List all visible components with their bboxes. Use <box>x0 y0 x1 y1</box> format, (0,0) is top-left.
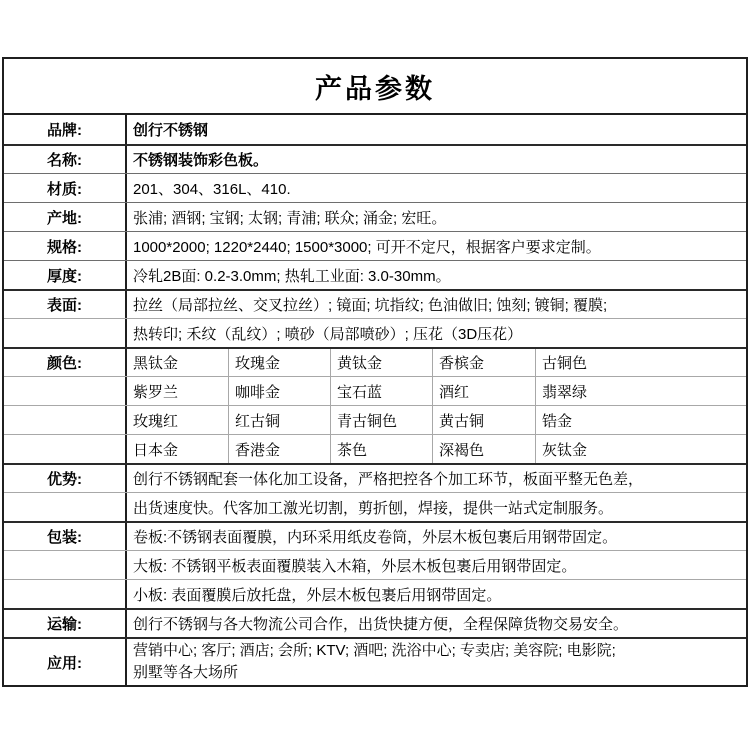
thickness-label: 厚度: <box>4 261 127 289</box>
packing-value-line2: 大板: 不锈钢平板表面覆膜装入木箱，外层木板包裹后用钢带固定。 <box>133 557 577 575</box>
spec-value: 1000*2000; 1220*2440; 1500*3000; 可开不定尺，根据客户要求定制。 <box>133 238 601 256</box>
color-cell: 紫罗兰 <box>133 383 179 401</box>
color-cell: 灰钛金 <box>535 435 746 463</box>
color-cell: 古铜色 <box>535 349 746 376</box>
material-label: 材质: <box>4 174 127 202</box>
color-cell: 香槟金 <box>432 349 535 376</box>
table-row-colors-2 <box>4 376 746 405</box>
colors-grid-row <box>127 406 746 434</box>
name-label: 名称: <box>4 146 127 173</box>
color-cell: 香港金 <box>228 435 330 463</box>
table-row-packing-3 <box>4 579 746 608</box>
table-row-origin <box>4 202 746 231</box>
origin-label: 产地: <box>4 203 127 231</box>
table-row-shipping <box>4 608 746 637</box>
colors-grid-row <box>127 377 746 405</box>
table-row-application <box>4 637 746 685</box>
surface-value-line1: 拉丝（局部拉丝、交叉拉丝）; 镜面; 坑指纹; 色油做旧; 蚀刻; 镀铜; 覆膜; <box>133 297 608 314</box>
table-row-spec <box>4 231 746 260</box>
shipping-label: 运输: <box>4 610 127 637</box>
colors-grid-row <box>127 349 746 376</box>
surface-label: 表面: <box>4 291 127 318</box>
table-title-row <box>4 59 746 115</box>
table-row-brand <box>4 115 746 144</box>
advantage-value-line2: 出货速度快。代客加工激光切割，剪折刨，焊接，提供一站式定制服务。 <box>133 499 614 517</box>
application-value <box>127 639 746 685</box>
color-cell: 红古铜 <box>228 406 330 434</box>
table-row-name <box>4 144 746 173</box>
color-cell: 深褐色 <box>432 435 535 463</box>
table-row-thickness <box>4 260 746 289</box>
colors-label-empty <box>4 406 127 434</box>
shipping-value: 创行不锈钢与各大物流公司合作，出货快捷方便，全程保障货物交易安全。 <box>133 616 629 633</box>
table-row-colors-3 <box>4 405 746 434</box>
color-cell: 玫瑰红 <box>133 412 179 430</box>
material-value: 201、304、316L、410. <box>133 180 291 198</box>
table-row-advantage-2 <box>4 492 746 521</box>
table-row-advantage-1 <box>4 463 746 492</box>
brand-label: 品牌: <box>4 115 127 144</box>
color-cell: 咖啡金 <box>228 377 330 405</box>
packing-value-line1: 卷板:不锈钢表面覆膜，内环采用纸皮卷筒，外层木板包裹后用钢带固定。 <box>133 529 618 546</box>
table-row-surface-2 <box>4 318 746 347</box>
color-cell: 青古铜色 <box>330 406 432 434</box>
packing-label-empty <box>4 551 127 579</box>
application-label: 应用: <box>4 639 127 685</box>
packing-value-line3: 小板: 表面覆膜后放托盘，外层木板包裹后用钢带固定。 <box>133 586 502 604</box>
name-value: 不锈钢装饰彩色板。 <box>133 152 269 169</box>
table-row-material <box>4 173 746 202</box>
origin-value: 张浦; 酒钢; 宝钢; 太钢; 青浦; 联众; 涌金; 宏旺。 <box>133 209 447 227</box>
spec-label: 规格: <box>4 232 127 260</box>
brand-value: 创行不锈钢 <box>133 122 209 139</box>
advantage-label: 优势: <box>4 465 127 492</box>
color-cell: 锆金 <box>535 406 746 434</box>
colors-label-empty <box>4 377 127 405</box>
surface-label-empty <box>4 319 127 347</box>
advantage-value-line1: 创行不锈钢配套一体化加工设备，严格把控各个加工环节，板面平整无色差， <box>133 471 644 488</box>
table-row-packing-1 <box>4 521 746 550</box>
colors-label-empty <box>4 435 127 463</box>
table-row-surface-1 <box>4 289 746 318</box>
color-cell: 玫瑰金 <box>228 349 330 376</box>
color-cell: 宝石蓝 <box>330 377 432 405</box>
thickness-value: 冷轧2B面: 0.2-3.0mm; 热轧工业面: 3.0-30mm。 <box>133 267 451 285</box>
page-title: 产品参数 <box>315 73 435 104</box>
color-cell: 翡翠绿 <box>535 377 746 405</box>
table-row-packing-2 <box>4 550 746 579</box>
application-value-line2: 别墅等各大场所 <box>133 664 239 681</box>
packing-label: 包装: <box>4 523 127 550</box>
color-cell: 日本金 <box>133 441 179 459</box>
advantage-label-empty <box>4 493 127 521</box>
colors-grid-row <box>127 435 746 463</box>
product-parameters-table <box>2 57 748 687</box>
color-cell: 黑钛金 <box>133 355 179 372</box>
application-value-line1: 营销中心; 客厅; 酒店; 会所; KTV; 酒吧; 洗浴中心; 专卖店; 美容院; 电影院; <box>133 642 616 659</box>
color-cell: 黄钛金 <box>330 349 432 376</box>
table-row-colors-4 <box>4 434 746 463</box>
packing-label-empty <box>4 580 127 608</box>
color-cell: 酒红 <box>432 377 535 405</box>
table-row-colors-1 <box>4 347 746 376</box>
surface-value-line2: 热转印; 禾纹（乱纹）; 喷砂（局部喷砂）; 压花（3D压花） <box>133 325 523 343</box>
color-cell: 黄古铜 <box>432 406 535 434</box>
color-cell: 茶色 <box>330 435 432 463</box>
colors-label: 颜色: <box>4 349 127 376</box>
